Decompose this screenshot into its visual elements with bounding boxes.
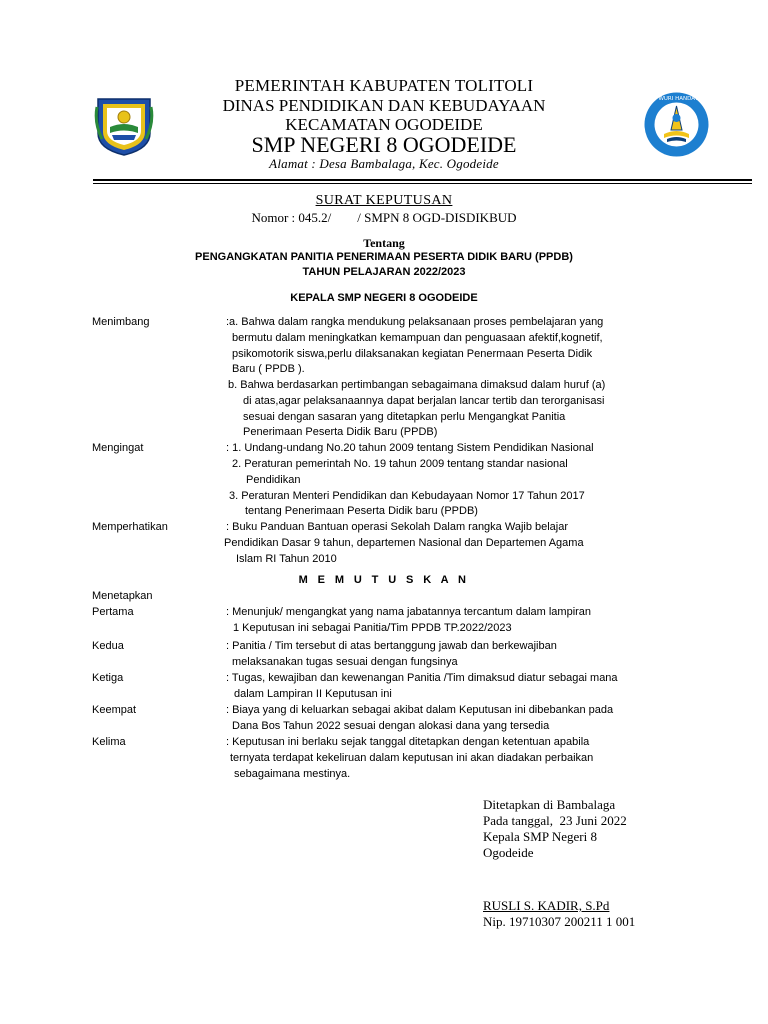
- menimbang-line: Baru ( PPDB ).: [232, 363, 305, 375]
- kelima-line: ternyata terdapat kekeliruan dalam keputusan ini akan diadakan perbaikan: [230, 752, 594, 764]
- mengingat-line: Pendidikan: [246, 474, 301, 486]
- menimbang-line: :a. Bahwa dalam rangka mendukung pelaksanaan proses pembelajaran yang: [226, 316, 604, 328]
- kedua-line: : Panitia / Tim tersebut di atas bertanggung jawab dan berkewajiban: [226, 640, 557, 652]
- document-number: Nomor : 045.2/ / SMPN 8 OGD-DISDIKBUD: [251, 210, 517, 225]
- signer-nip: Nip. 19710307 200211 1 001: [483, 914, 636, 929]
- kelima-line: sebagaimana mestinya.: [234, 768, 351, 780]
- kedua-label: Kedua: [92, 640, 124, 652]
- keempat-label: Keempat: [92, 704, 137, 716]
- menimbang-line: bermutu dalam meningkatkan kemampuan dan penguasaan afektif,kognetif,: [232, 332, 603, 344]
- pertama-line: 1 Keputusan ini sebagai Panitia/Tim PPDB TP.2022/2023: [233, 622, 512, 634]
- signature-place: Ditetapkan di Bambalaga: [483, 797, 616, 812]
- signature-position: Kepala SMP Negeri 8: [483, 829, 597, 844]
- menetapkan-label: Menetapkan: [92, 590, 153, 602]
- signature-date: Pada tanggal, 23 Juni 2022: [483, 813, 627, 828]
- menimbang-line: sesuai dengan sasaran yang ditetapkan perlu Mengangkat Panitia: [243, 411, 566, 423]
- keempat-line: : Biaya yang di keluarkan sebagai akibat dalam Keputusan ini dibebankan pada: [226, 704, 614, 716]
- header-address: Alamat : Desa Bambalaga, Kec. Ogodeide: [269, 156, 499, 171]
- decision-heading: M E M U T U S K A N: [298, 574, 470, 586]
- subject-label: Tentang: [363, 236, 405, 250]
- subject-line-2: TAHUN PELAJARAN 2022/2023: [302, 266, 466, 278]
- signature-position-location: Ogodeide: [483, 845, 534, 860]
- mengingat-line: 2. Peraturan pemerintah No. 19 tahun 2009 tentang standar nasional: [232, 458, 568, 470]
- ketiga-line: : Tugas, kewajiban dan kewenangan Panitia /Tim dimaksud diatur sebagai mana: [226, 672, 618, 684]
- menimbang-label: Menimbang: [92, 316, 150, 328]
- mengingat-line: 3. Peraturan Menteri Pendidikan dan Kebudayaan Nomor 17 Tahun 2017: [229, 490, 585, 502]
- ketiga-label: Ketiga: [92, 672, 124, 684]
- kelima-label: Kelima: [92, 736, 126, 748]
- mengingat-label: Mengingat: [92, 442, 144, 454]
- kelima-line: : Keputusan ini berlaku sejak tanggal ditetapkan dengan ketentuan apabila: [226, 736, 590, 748]
- pertama-label: Pertama: [92, 606, 134, 618]
- issuer-heading: KEPALA SMP NEGERI 8 OGODEIDE: [290, 292, 478, 304]
- menimbang-line: psikomotorik siswa,perlu dilaksanakan kegiatan Penermaan Peserta Didik: [232, 348, 593, 360]
- header-divider-thick: [93, 179, 752, 181]
- subject-line-1: PENGANGKATAN PANITIA PENERIMAAN PESERTA DIDIK BARU (PPDB): [195, 251, 573, 263]
- header-divider-thin: [93, 183, 752, 184]
- menimbang-line: Penerimaan Peserta Didik Baru (PPDB): [243, 426, 438, 438]
- memperhatikan-line: : Buku Panduan Bantuan operasi Sekolah Dalam rangka Wajib belajar: [226, 521, 569, 533]
- right-logo-motto: TUT WURI HANDAYANI: [645, 96, 708, 102]
- header-district: KECAMATAN OGODEIDE: [285, 115, 483, 134]
- memperhatikan-line: Pendidikan Dasar 9 tahun, departemen Nasional dan Departemen Agama: [224, 537, 584, 549]
- menimbang-line: b. Bahwa berdasarkan pertimbangan sebagaimana dimaksud dalam huruf (a): [228, 379, 606, 391]
- mengingat-line: tentang Penerimaan Peserta Didik baru (PPDB): [245, 505, 478, 517]
- memperhatikan-line: Islam RI Tahun 2010: [236, 553, 337, 565]
- memperhatikan-label: Memperhatikan: [92, 521, 168, 533]
- menimbang-line: di atas,agar pelaksanaannya dapat berjalan lancar tertib dan terorganisasi: [243, 395, 605, 407]
- signer-name: RUSLI S. KADIR, S.Pd: [483, 898, 610, 913]
- keempat-line: Dana Bos Tahun 2022 sesuai dengan alokasi dana yang tersedia: [232, 720, 550, 732]
- pertama-line: : Menunjuk/ mengangkat yang nama jabatannya tercantum dalam lampiran: [226, 606, 592, 618]
- mengingat-line: : 1. Undang-undang No.20 tahun 2009 tentang Sistem Pendidikan Nasional: [226, 442, 594, 454]
- header-school-name: SMP NEGERI 8 OGODEIDE: [251, 132, 517, 157]
- document-title: SURAT KEPUTUSAN: [315, 193, 453, 208]
- header-department: DINAS PENDIDIKAN DAN KEBUDAYAAN: [222, 96, 546, 115]
- kedua-line: melaksanakan tugas sesuai dengan fungsinya: [232, 656, 458, 668]
- header-government: PEMERINTAH KABUPATEN TOLITOLI: [234, 76, 534, 95]
- ketiga-line: dalam Lampiran II Keputusan ini: [234, 688, 392, 700]
